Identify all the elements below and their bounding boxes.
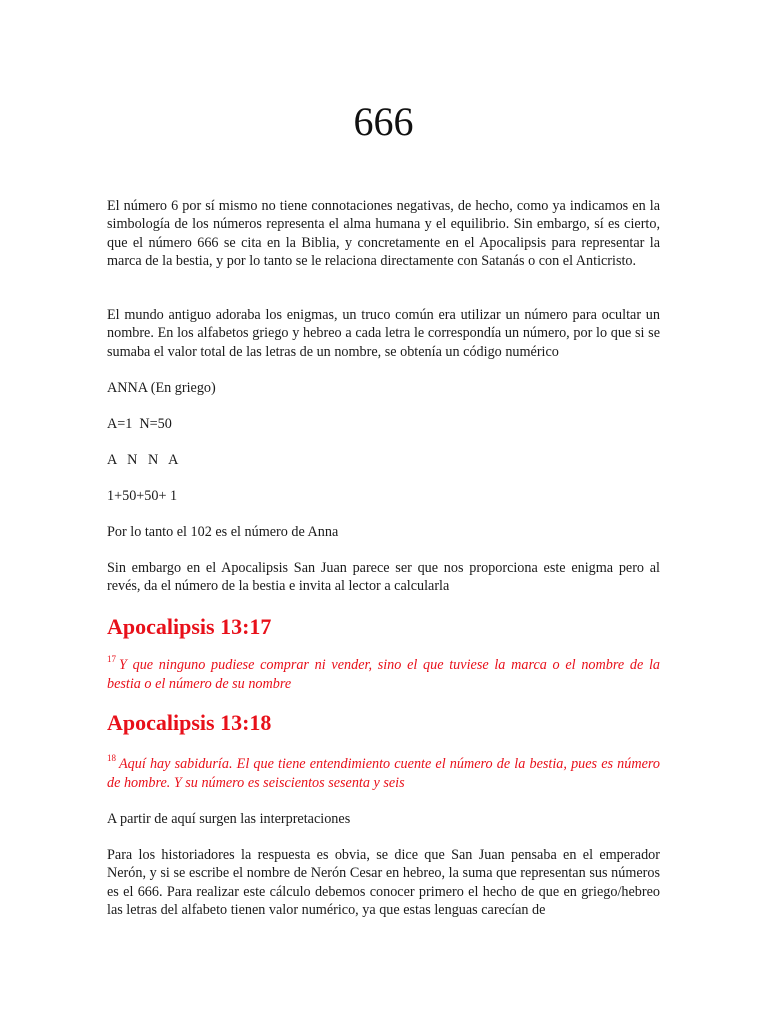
verse-number: 17 <box>107 654 116 664</box>
paragraph-reverse: Sin embargo en el Apocalipsis San Juan parece ser que nos proporciona este enigma pero al revés, da el número de la bestia e invita al lector a calcularla <box>107 560 660 595</box>
anna-letters: A N N A <box>107 452 179 468</box>
anna-sum: 1+50+50+ 1 <box>107 488 178 504</box>
paragraph-intro: El número 6 por sí mismo no tiene connotaciones negativas, de hecho, como ya indicamos en la simbología de los números representa el alma humana y el equilibrio. Sin embargo, sí es cierto, que el número 666 se cita en la Biblia, y concretamente en el Apocalipsis para representar la marca de la bestia, y por lo tanto se le relaciona directamente con Satanás o con el Anticristo. <box>107 198 660 270</box>
verse-13-17 <box>107 656 660 694</box>
heading-apocalipsis-13-18: Apocalipsis 13:18 <box>107 710 272 735</box>
paragraph-enigmas: El mundo antiguo adoraba los enigmas, un truco común era utilizar un número para ocultar un nombre. En los alfabetos griego y hebreo a cada letra le correspondía un número, por lo que si se sumaba el valor total de las letras de un nombre, se obtenía un código numérico <box>107 307 660 360</box>
verse-text: Aquí hay sabiduría. El que tiene entendimiento cuente el número de la bestia, pues es número de hombre. Y su número es seiscientos sesenta y seis <box>107 756 660 791</box>
verse-13-18 <box>107 755 660 793</box>
anna-result: Por lo tanto el 102 es el número de Anna <box>107 524 339 540</box>
paragraph-historians: Para los historiadores la respuesta es obvia, se dice que San Juan pensaba en el emperador Nerón, y si se escribe el nombre de Nerón Cesar en hebreo, la suma que representan sus números es el 666. Para realizar este cálculo debemos conocer primero el hecho de que en griego/hebreo las letras del alfabeto tienen valor numérico, ya que estas lenguas carecían de <box>107 847 660 919</box>
paragraph-interpretations: A partir de aquí surgen las interpretaciones <box>107 811 351 827</box>
verse-text: Y que ninguno pudiese comprar ni vender, sino el que tuviese la marca o el nombre de la bestia o el número de su nombre <box>107 657 660 692</box>
anna-values: A=1 N=50 <box>107 416 172 432</box>
document-title: 666 <box>353 99 414 144</box>
anna-heading: ANNA (En griego) <box>107 380 216 396</box>
heading-apocalipsis-13-17: Apocalipsis 13:17 <box>107 614 272 639</box>
verse-number: 18 <box>107 753 116 763</box>
